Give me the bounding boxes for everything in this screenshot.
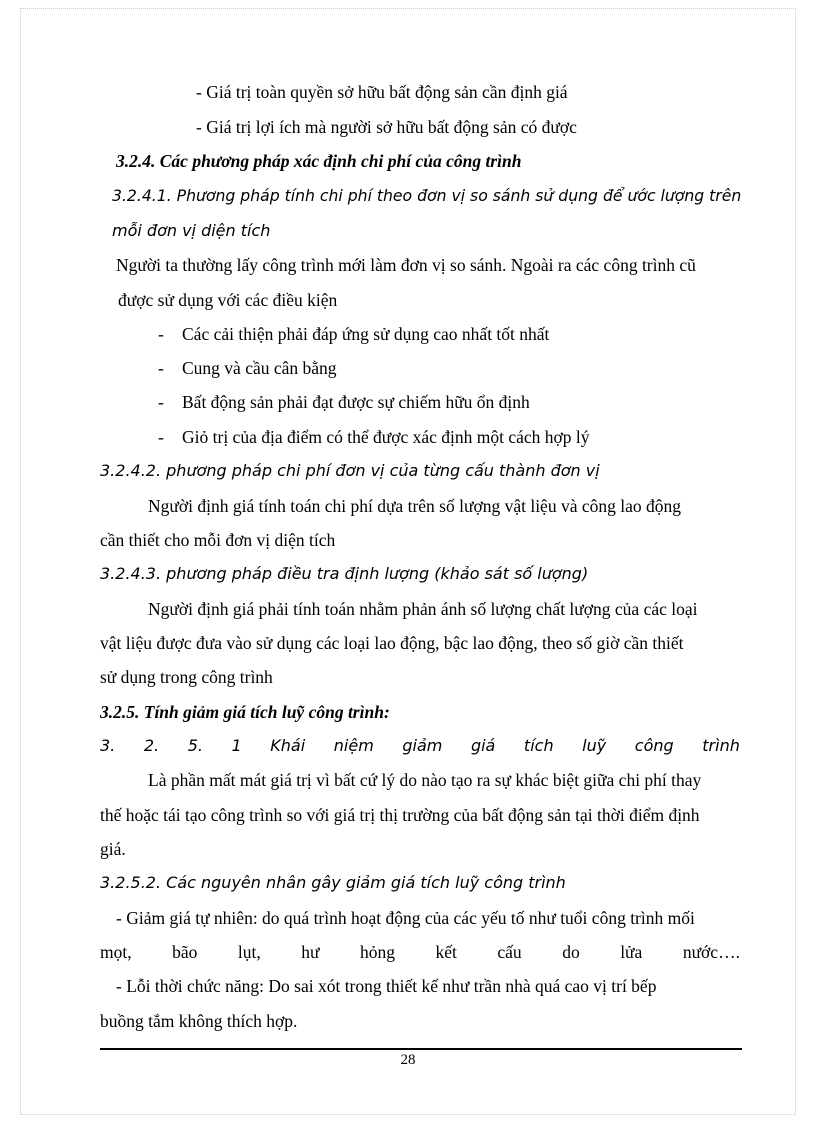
heading-3-2-5: 3.2.5. Tính giảm giá tích luỹ công trình: xyxy=(100,702,390,722)
paragraph-1-line-1: Người ta thường lấy công trình mới làm đơn vị so sánh. Ngoài ra các công trình cũ xyxy=(116,255,696,275)
heading-3-2-5-1 xyxy=(100,734,740,758)
intro-line-1: - Giá trị toàn quyền sở hữu bất động sản cần định giá xyxy=(196,82,568,102)
paragraph-4-line-3: giá. xyxy=(100,839,126,859)
paragraph-4-line-2: thế hoặc tái tạo công trình so với giá trị thị trường của bất động sản tại thời điểm định xyxy=(100,805,700,825)
text-word: do xyxy=(562,942,580,962)
text-word: lụt, xyxy=(237,942,261,962)
bullet-dash: - xyxy=(158,324,164,344)
bullet-dash: - xyxy=(158,358,164,378)
text-word: lửa xyxy=(620,942,643,962)
paragraph-3-line-1: Người định giá phải tính toán nhằm phản ánh số lượng chất lượng của các loại xyxy=(148,599,698,619)
heading-word: 1 xyxy=(231,736,242,755)
intro-line-2: - Giá trị lợi ích mà người sở hữu bất động sản có được xyxy=(196,117,577,137)
heading-word: luỹ xyxy=(582,736,607,755)
heading-3-2-4-1-line-2: mỗi đơn vị diện tích xyxy=(112,221,271,240)
text-word: kết xyxy=(435,942,457,962)
heading-3-2-4-1-line-1: 3.2.4.1. Phương pháp tính chi phí theo đơn vị so sánh sử dụng để ước lượng trên xyxy=(112,186,742,205)
heading-3-2-4-3: 3.2.4.3. phương pháp điều tra định lượng (khảo sát số lượng) xyxy=(100,564,589,583)
bullet-dash: - xyxy=(158,392,164,412)
bullet-text: Các cải thiện phải đáp ứng sử dụng cao nhất tốt nhất xyxy=(182,324,550,344)
paragraph-6-line-1: - Lỗi thời chức năng: Do sai xót trong thiết kế như trần nhà quá cao vị trí bếp xyxy=(116,976,657,996)
bullet-item xyxy=(158,425,590,449)
heading-word: niệm xyxy=(333,736,374,755)
paragraph-5-line-2 xyxy=(100,940,740,964)
bullet-text: Cung và cầu cân bằng xyxy=(182,358,337,378)
heading-word: 3. xyxy=(100,736,116,755)
heading-word: tích xyxy=(523,736,554,755)
text-word: mọt, xyxy=(100,942,132,962)
paragraph-5-line-1: - Giảm giá tự nhiên: do quá trình hoạt động của các yếu tố như tuổi công trình mối xyxy=(116,908,695,928)
heading-word: trình xyxy=(702,736,740,755)
text-word: hư xyxy=(301,942,320,962)
bullet-dash: - xyxy=(158,427,164,447)
text-word: bão xyxy=(172,942,198,962)
heading-3-2-5-2: 3.2.5.2. Các nguyên nhân gây giảm giá tích luỹ công trình xyxy=(100,873,566,892)
text-word: hỏng xyxy=(360,942,395,962)
paragraph-2-line-2: cần thiết cho mỗi đơn vị diện tích xyxy=(100,530,336,550)
text-word: cấu xyxy=(497,942,522,962)
heading-word: 5. xyxy=(187,736,203,755)
bullet-text: Giỏ trị của địa điểm có thể được xác định một cách hợp lý xyxy=(182,427,590,447)
heading-word: công xyxy=(634,736,674,755)
text-word: nước…. xyxy=(682,942,740,962)
heading-word: giảm xyxy=(402,736,443,755)
heading-3-2-4-2: 3.2.4.2. phương pháp chi phí đơn vị của từng cấu thành đơn vị xyxy=(100,461,600,480)
paragraph-2-line-1: Người định giá tính toán chi phí dựa trên số lượng vật liệu và công lao động xyxy=(148,496,681,516)
heading-3-2-4: 3.2.4. Các phương pháp xác định chi phí của công trình xyxy=(116,151,522,171)
heading-word: 2. xyxy=(143,736,160,755)
paragraph-6-line-2: buồng tắm không thích hợp. xyxy=(100,1011,298,1031)
heading-word: Khái xyxy=(270,736,306,755)
bullet-item xyxy=(158,390,530,414)
bullet-text: Bất động sản phải đạt được sự chiếm hữu ổn định xyxy=(182,392,530,412)
page-number: 28 xyxy=(400,1052,416,1068)
bullet-item xyxy=(158,356,337,380)
bullet-item xyxy=(158,322,549,346)
footer-rule xyxy=(100,1048,742,1050)
paragraph-4-line-1: Là phần mất mát giá trị vì bất cứ lý do nào tạo ra sự khác biệt giữa chi phí thay xyxy=(148,770,702,790)
paragraph-1-line-2: được sử dụng với các điều kiện xyxy=(118,290,338,310)
paragraph-3-line-2: vật liệu được đưa vào sử dụng các loại lao động, bậc lao động, theo số giờ cần thiết xyxy=(100,633,684,653)
heading-word: giá xyxy=(470,736,496,755)
paragraph-3-line-3: sử dụng trong công trình xyxy=(100,667,273,687)
